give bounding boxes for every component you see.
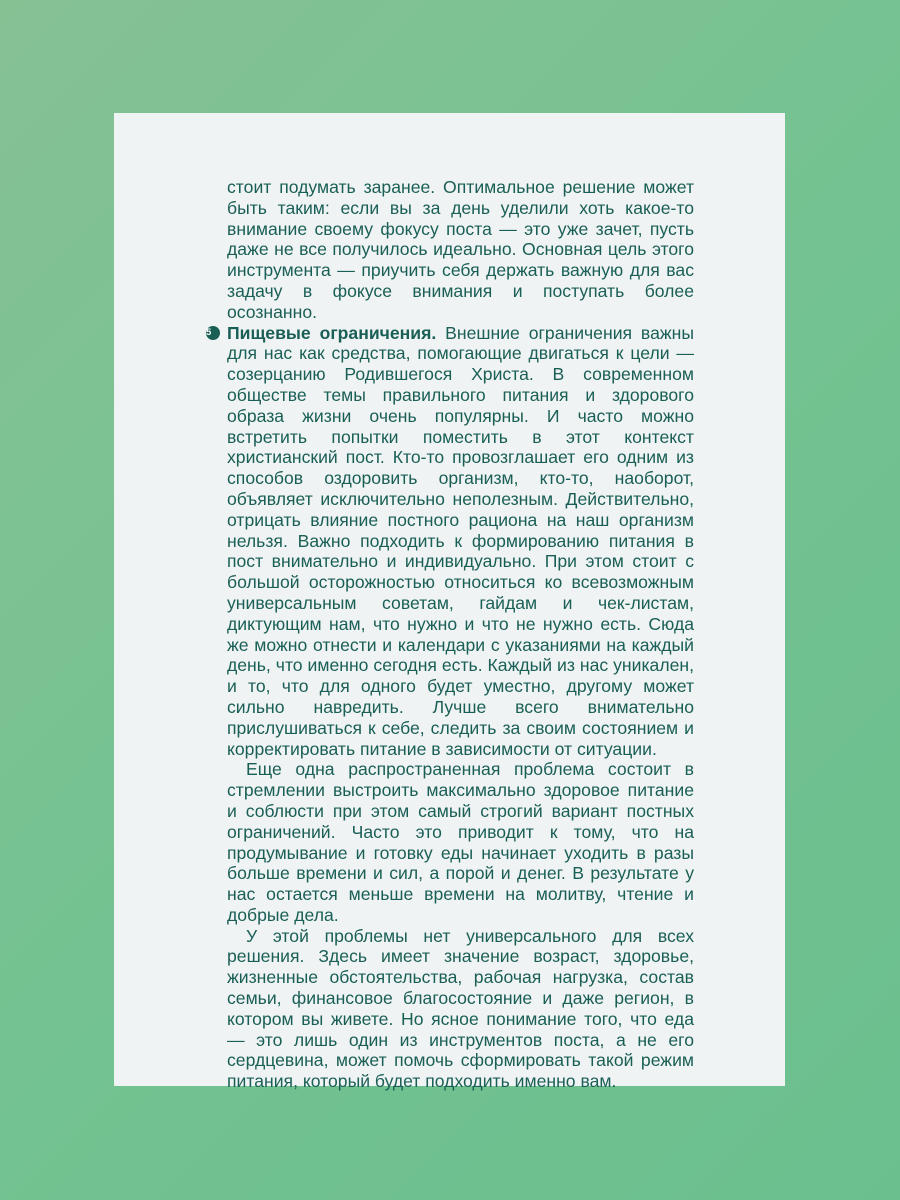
page-body: [206, 177, 694, 1092]
paragraph-continued: стоит подумать заранее. Оптимальное решение может быть таким: если вы за день уделили хоть какое-то внимание своему фокусу поста — это уже зачет, пусть даже не все получилось идеально. Основная цель этого инструмента — приучить себя держать важную для вас задачу в фокусе внимания и поступать более осознанно.: [227, 177, 694, 322]
list-item-5: [206, 322, 694, 760]
number-badge-icon: 5: [206, 326, 220, 340]
paragraph-3: У этой проблемы нет универсального для всех решения. Здесь имеет значение возраст, здоровье, жизненные обстоятельства, рабочая нагрузка, состав семьи, финансовое благосостояние и даже регион, в котором вы живете. Но ясное понимание того, что еда — это лишь один из инструментов поста, а не его сердцевина, может помочь сформировать такой режим питания, который будет подходить именно вам.: [227, 925, 694, 1092]
item-text: Внешние ограничения важны для нас как средства, помогающие двигаться к цели — созерцанию Родившегося Христа. В современном обществе темы правильного питания и здорового образа жизни очень популярны. И часто можно встретить попытки поместить в этот контекст христианский пост. Кто-то провозглашает его одним из способов оздоровить организм, кто-то, наоборот, объявляет исключительно неполезным. Действительно, отрицать влияние постного рациона на наш организм нельзя. Важно подходить к формированию питания в пост внимательно и индивидуально. При этом стоит с большой осторожностью относиться ко всевозможным универсальным советам, гайдам и чек-листам, диктующим нам, что нужно и что не нужно есть. Сюда же можно отнести и календари с указаниями на каждый день, что именно сегодня есть. Каждый из нас уникален, и то, что для одного будет уместно, другому может сильно навредить. Лучше всего внимательно прислушиваться к себе, следить за своим состоянием и корректировать питание в зависимости от ситуации.: [227, 322, 694, 759]
paragraph-2: Еще одна распространенная проблема состоит в стремлении выстроить максимально здоровое питание и соблюсти при этом самый строгий вариант постных ограничений. Часто это приводит к тому, что на продумывание и готовку еды начинает уходить в разы больше времени и сил, а порой и денег. В результате у нас остается меньше времени на молитву, чтение и добрые дела.: [227, 759, 694, 925]
item-title: Пищевые ограничения.: [227, 322, 437, 343]
book-page: [114, 113, 785, 1092]
